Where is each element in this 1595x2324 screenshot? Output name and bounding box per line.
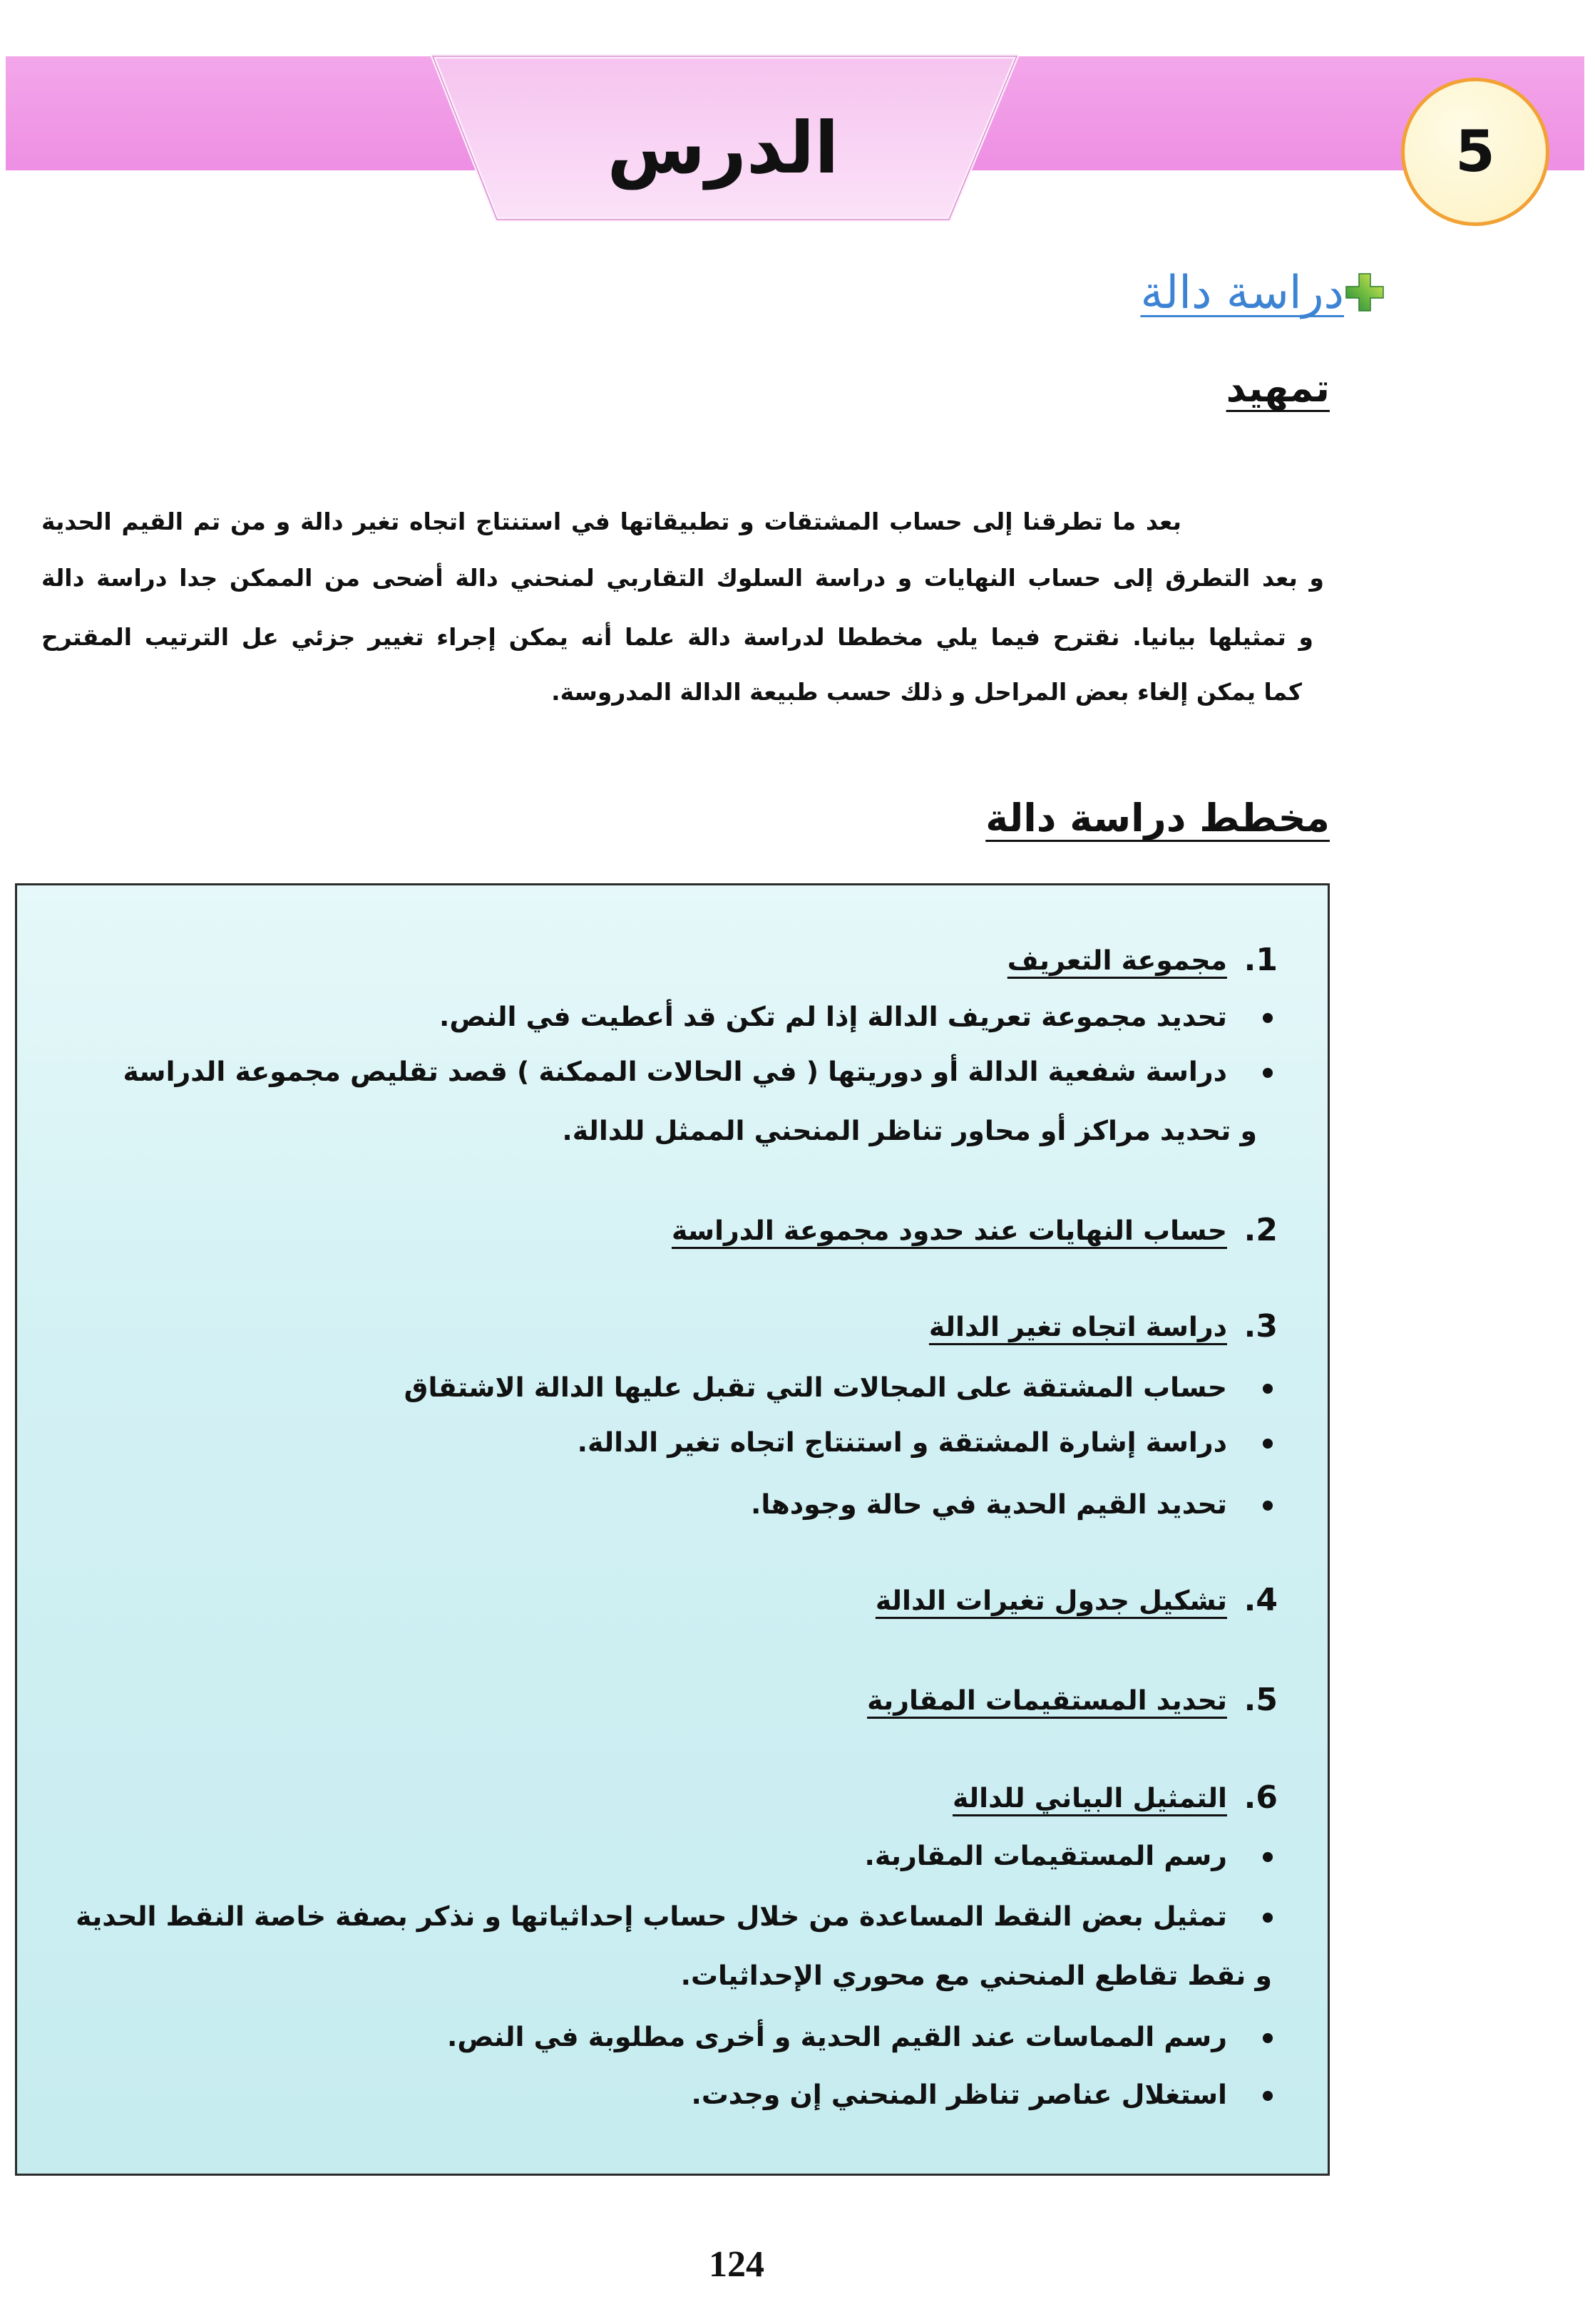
bullet-icon [1263,1013,1273,1023]
lesson-number: 5 [1455,118,1495,185]
bullet-item [46,1417,1227,1467]
bullet-item [46,1891,1227,1941]
bullet-text: استغلال عناصر تناظر المنحني إن وجدت. [691,2079,1227,2110]
step-number: 1. [1243,942,1278,978]
step-number: 5. [1243,1682,1278,1718]
bullet-icon [1263,1852,1273,1862]
bullet-item-continuation [46,1106,1257,1156]
bullet-icon [1263,1068,1273,1078]
bullet-text: و نقط تقاطع المنحني مع محوري الإحداثيات. [680,1960,1272,1991]
step-number: 2. [1243,1212,1278,1248]
lesson-title: الدرس [607,106,839,190]
bullet-icon [1263,2033,1273,2043]
step-title-text: تشكيل جدول تغيرات الدالة [875,1585,1227,1616]
intro-line [41,493,1181,550]
step-title-text: التمثيل البياني للدالة [953,1782,1227,1814]
intro-line [41,609,1313,666]
step-title-text: تحديد المستقيمات المقاربة [867,1685,1227,1716]
bullet-icon [1263,1913,1273,1923]
step-title [46,1302,1227,1352]
bullet-text: رسم المستقيمات المقاربة. [864,1840,1227,1871]
intro-line-text: كما يمكن إلغاء بعض المراحل و ذلك حسب طبيعة الدالة المدروسة. [551,678,1302,706]
step-title-text: مجموعة التعريف [1007,945,1227,976]
step-title [46,1575,1227,1625]
bullet-item [46,1047,1227,1096]
bullet-item [46,1362,1227,1412]
bullet-item [46,2012,1227,2062]
step-title-text: دراسة اتجاه تغير الدالة [928,1311,1227,1342]
lesson-number-badge [1401,78,1549,226]
step-title [46,1205,1227,1255]
bullet-item-continuation [46,1950,1272,2000]
bullet-text: حساب المشتقة على المجالات التي تقبل عليها الدالة الاشتقاق [404,1372,1227,1403]
bullet-text: رسم المماسات عند القيم الحدية و أخرى مطلوبة في النص. [447,2021,1227,2052]
intro-line [41,550,1324,607]
bullet-item [46,1479,1227,1529]
step-title [46,935,1227,985]
bullet-text: تحديد القيم الحدية في حالة وجودها. [751,1489,1227,1520]
plus-icon [1343,271,1386,314]
bullet-icon [1263,2091,1273,2101]
bullet-item [46,1831,1227,1881]
intro-line-text: و تمثيلها بيانيا. نقترح فيما يلي مخططا لدراسة دالة علما أنه يمكن إجراء تغيير جزئي عل الترتيب المقترح [41,623,1313,651]
page-number: 124 [709,2244,764,2285]
bullet-icon [1263,1501,1273,1511]
bullet-text: تحديد مجموعة تعريف الدالة إذا لم تكن قد أعطيت في النص. [439,1001,1227,1032]
step-title [46,1773,1227,1823]
bullet-icon [1263,1384,1273,1394]
bullet-icon [1263,1439,1273,1449]
bullet-text: و تحديد مراكز أو محاور تناظر المنحني الممثل للدالة. [562,1115,1257,1146]
plan-heading: مخطط دراسة دالة [985,796,1330,840]
step-title-text: حساب النهايات عند حدود مجموعة الدراسة [671,1215,1227,1246]
intro-heading: تمهيد [1226,366,1330,411]
step-number: 4. [1243,1582,1278,1618]
study-plan-box [15,883,1330,2176]
intro-line-text: و بعد التطرق إلى حساب النهايات و دراسة السلوك التقاربي لمنحني دالة أضحى من الممكن جدا دراسة دالة [41,564,1324,592]
section-title: دراسة دالة [1140,267,1344,319]
bullet-text: دراسة إشارة المشتقة و استنتاج اتجاه تغير الدالة. [577,1426,1227,1458]
step-number: 6. [1243,1779,1278,1816]
bullet-item [46,992,1227,1042]
step-number: 3. [1243,1308,1278,1344]
bullet-text: تمثيل بعض النقط المساعدة من خلال حساب إحداثياتها و نذكر بصفة خاصة النقط الحدية [76,1901,1227,1932]
intro-line-text: بعد ما تطرقنا إلى حساب المشتقات و تطبيقاتها في استنتاج اتجاه تغير دالة و من تم القيم الحدية [41,508,1181,535]
bullet-text: دراسة شفعية الدالة أو دوريتها ( في الحالات الممكنة ) قصد تقليص مجموعة الدراسة [123,1056,1227,1087]
intro-line [41,664,1302,721]
step-title [46,1675,1227,1725]
bullet-item [46,2070,1227,2119]
